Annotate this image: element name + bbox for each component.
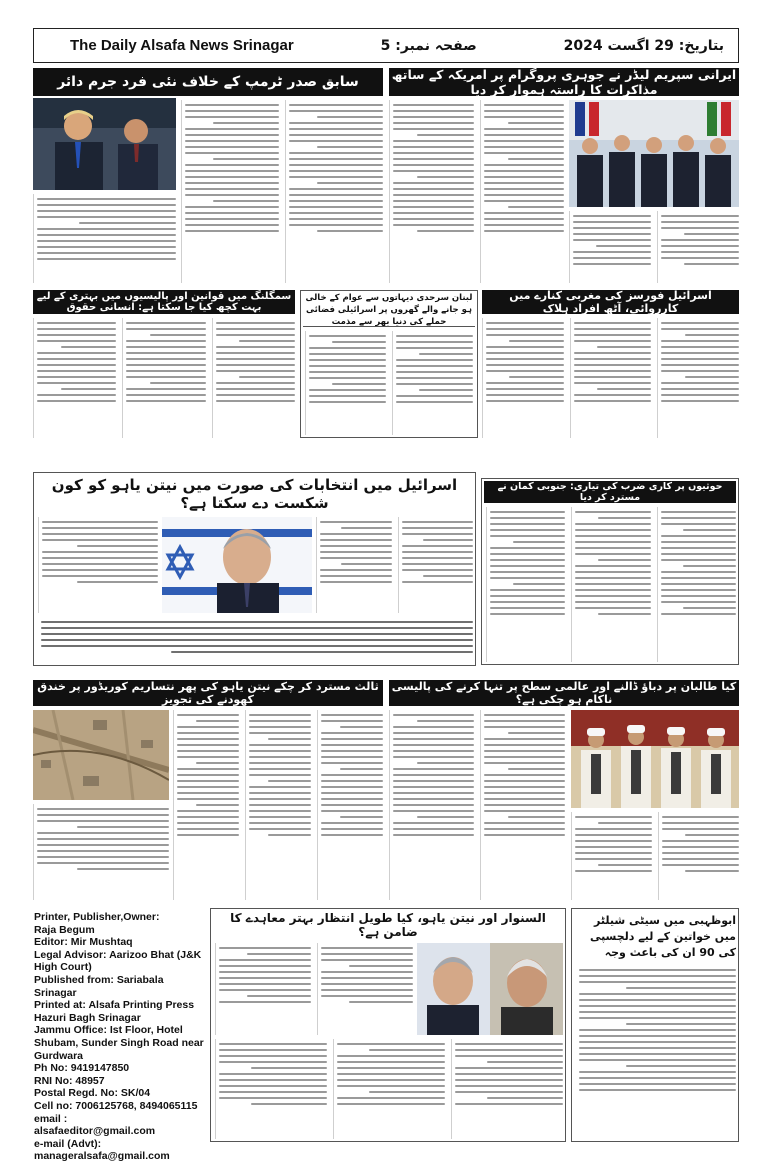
story-corridor [33,680,383,900]
trump-body [181,100,383,283]
headline-lebanon: لبنان سرحدی دیہاتوں سے عوام کے خالی ہو جانے والے گھروں پر اسرائیلی فضائی حملے کی دنیا بھر سے مذمت [303,293,475,327]
issue-date: بتاریخ: 29 اگست 2024 [563,37,724,54]
netanyahu-photo [162,517,312,613]
taliban-photo [571,710,739,808]
story-women [571,908,739,1142]
imprint-line: alsafaeditor@gmail.com [34,1125,156,1138]
headline-corridor: ثالث مسترد کر چکے نیتن یاہو کی پھر نتساریم کوریڈور پر خندق کھودنے کی تجویز [33,680,383,706]
story-iran [389,68,739,283]
masthead [33,28,739,63]
imprint-line: email : [34,1112,68,1125]
headline-women: ابوظہبی میں سیٹی شیلٹر میں خواتین کے لیے دلچسپی کی 90 ان کی باعث وجہ [589,914,736,959]
headline-iran: ایرانی سپریم لیڈر نے جوہری پروگرام پر امریکہ کے ساتھ مذاکرات کا راستہ ہموار کر دیا [389,68,739,96]
imprint-line: manageralsafa@gmail.com [34,1150,170,1163]
imprint-line: Published from: Sariabala [34,973,164,986]
imprint-line: Raja Begum [34,923,95,936]
taliban-body-right [571,812,739,900]
corridor-body-left [33,804,169,900]
imprint-box [34,911,204,1163]
sinwar-body-top [215,943,413,1035]
netanyahu-body-left [38,517,158,613]
story-lebanon [300,290,478,438]
lebanon-body [305,331,473,435]
imprint-line: Jammu Office: Ist Floor, Hotel [34,1024,183,1037]
netanyahu-body-right [316,517,473,613]
paper-name: The Daily Alsafa News Srinagar [70,37,294,54]
smuggling-body [33,318,295,438]
imprint-line: Gurdwara [34,1049,84,1062]
corridor-body-right [173,710,383,900]
houthi-body [486,507,736,662]
story-trump [33,68,383,283]
imprint-line: RNI No: 48957 [34,1074,105,1087]
imprint-line: Postal Regd. No: SK/04 [34,1087,151,1100]
sinwar-body-bottom [215,1039,563,1139]
imprint-line: High Court) [34,961,92,974]
headline-netanyahu-election: اسرائیل میں انتخابات کی صورت میں نیتن یاہو کو کون شکست دے سکتا ہے؟ [36,476,473,512]
story-netanyahu-election [33,472,476,666]
netanyahu-body-bottom [38,617,473,663]
headline-houthi: حوثیوں پر کاری ضرب کی تیاری: جنوبی کمان نے مسترد کر دیا [484,481,736,503]
story-israel-forces [482,290,739,438]
corridor-satellite-photo [33,710,169,800]
headline-sinwar: السنوار اور نیتن یاہو، کیا طویل انتظار بہتر معاہدے کا ضامن ہے؟ [213,911,563,939]
story-houthi [481,478,739,665]
iran-body [389,100,564,283]
story-smuggling [33,290,295,438]
imprint-line: Legal Advisor: Aarizoo Bhat (J&K [34,948,202,961]
headline-smuggling: سمگلنگ میں قوانین اور پالیسیوں میں بہتری کے لیے بہت کچھ کیا جا سکتا ہے: انسانی حقوق [33,290,295,314]
sinwar-netanyahu-photo [417,943,563,1035]
imprint-line: Hazuri Bagh Srinagar [34,1011,141,1024]
imprint-line: Ph No: 9419147850 [34,1062,130,1075]
iran-leaders-photo [569,100,739,207]
story-taliban [389,680,739,900]
imprint-line: e-mail (Advt): [34,1137,102,1150]
israel-forces-body [482,318,739,438]
taliban-body-left [389,710,565,900]
women-body [576,965,736,1139]
iran-body-bottom [569,211,739,283]
imprint-line: Shubam, Sunder Singh Road near [34,1036,204,1049]
trump-body-bottom [33,194,176,283]
imprint-line: Cell no: 7006125768, 8494065115 [34,1099,198,1112]
headline-israel-forces: اسرائیل فورسز کی مغربی کنارے میں کارروائی، آٹھ افراد ہلاک [482,290,739,314]
imprint-line: Printed at: Alsafa Printing Press [34,999,195,1012]
imprint-line: Srinagar [34,986,77,999]
imprint-line: Printer, Publisher,Owner: [34,911,160,923]
headline-taliban: کیا طالبان پر دباؤ ڈالنے اور عالمی سطح پر تنہا کرنے کی پالیسی ناکام ہو چکی ہے؟ [389,680,739,706]
page-number: صفحہ نمبر: 5 [380,37,477,54]
trump-photo [33,98,176,190]
story-sinwar [210,908,566,1142]
headline-trump: سابق صدر ٹرمپ کے خلاف نئی فرد جرم دائر [33,68,383,96]
imprint-line: Editor: Mir Mushtaq [34,936,133,949]
